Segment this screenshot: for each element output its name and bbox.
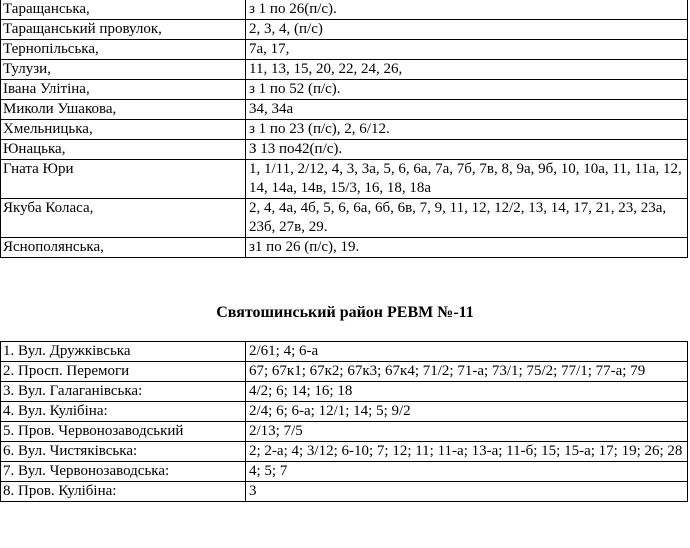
street-cell: Хмельницька, xyxy=(1,120,246,140)
address-table-2 xyxy=(0,341,688,502)
table-row xyxy=(1,140,688,160)
houses-cell: 7а, 17, xyxy=(246,40,688,60)
section-heading: Святошинський район РЕВМ №-11 xyxy=(216,304,474,321)
houses-cell: з 1 по 52 (п/с). xyxy=(246,80,688,100)
table-row xyxy=(1,442,688,462)
houses-cell: 34, 34а xyxy=(246,100,688,120)
houses-cell: з1 по 26 (п/с), 19. xyxy=(246,238,688,258)
street-cell: 1. Вул. Дружківська xyxy=(1,342,246,362)
table-row xyxy=(1,199,688,238)
houses-cell: 2/61; 4; 6-а xyxy=(246,342,688,362)
table-row xyxy=(1,422,688,442)
table-row xyxy=(1,382,688,402)
table-row xyxy=(1,40,688,60)
street-cell: 7. Вул. Червонозаводська: xyxy=(1,462,246,482)
table-row xyxy=(1,342,688,362)
street-cell: Миколи Ушакова, xyxy=(1,100,246,120)
houses-cell: 2, 4, 4а, 4б, 5, 6, 6а, 6б, 6в, 7, 9, 11, 12, 12/2, 13, 14, 17, 21, 23, 23а, 23б, 27в, 29. xyxy=(246,199,688,238)
street-cell: Тернопільська, xyxy=(1,40,246,60)
houses-cell: 2/13; 7/5 xyxy=(246,422,688,442)
street-cell: Таращанська, xyxy=(1,0,246,20)
houses-cell: з 1 по 26(п/с). xyxy=(246,0,688,20)
address-table-1 xyxy=(0,0,688,258)
houses-cell: 1, 1/11, 2/12, 4, 3, 3а, 5, 6, 6а, 7а, 7б, 7в, 8, 9а, 9б, 10, 10а, 11, 11а, 12, 14, 14а, 14в, 15/3, 16, 18, 18а xyxy=(246,160,688,199)
table-row xyxy=(1,402,688,422)
street-cell: Якуба Коласа, xyxy=(1,199,246,238)
table-row xyxy=(1,20,688,40)
street-cell: Юнацька, xyxy=(1,140,246,160)
table-row xyxy=(1,160,688,199)
houses-cell: 4; 5; 7 xyxy=(246,462,688,482)
street-cell: Яснополянська, xyxy=(1,238,246,258)
street-cell: 4. Вул. Кулібіна: xyxy=(1,402,246,422)
houses-cell: 3 xyxy=(246,482,688,502)
street-cell: Гната Юри xyxy=(1,160,246,199)
table-row xyxy=(1,0,688,20)
houses-cell: 4/2; 6; 14; 16; 18 xyxy=(246,382,688,402)
street-cell: Тулузи, xyxy=(1,60,246,80)
street-cell: 2. Просп. Перемоги xyxy=(1,362,246,382)
table-row xyxy=(1,462,688,482)
street-cell: Таращанський провулок, xyxy=(1,20,246,40)
table-row xyxy=(1,362,688,382)
table-row xyxy=(1,60,688,80)
street-cell: 3. Вул. Галаганівська: xyxy=(1,382,246,402)
address-table-1-body xyxy=(1,0,688,258)
table-row xyxy=(1,238,688,258)
address-table-2-body xyxy=(1,342,688,502)
houses-cell: з 1 по 23 (п/с), 2, 6/12. xyxy=(246,120,688,140)
table-row xyxy=(1,100,688,120)
street-cell: 8. Пров. Кулібіна: xyxy=(1,482,246,502)
houses-cell: 11, 13, 15, 20, 22, 24, 26, xyxy=(246,60,688,80)
street-cell: 5. Пров. Червонозаводський xyxy=(1,422,246,442)
houses-cell: З 13 по42(п/с). xyxy=(246,140,688,160)
street-cell: Івана Улітіна, xyxy=(1,80,246,100)
table-row xyxy=(1,120,688,140)
houses-cell: 2/4; 6; 6-а; 12/1; 14; 5; 9/2 xyxy=(246,402,688,422)
houses-cell: 67; 67к1; 67к2; 67к3; 67к4; 71/2; 71-а; 73/1; 75/2; 77/1; 77-а; 79 xyxy=(246,362,688,382)
table-row xyxy=(1,80,688,100)
houses-cell: 2, 3, 4, (п/с) xyxy=(246,20,688,40)
street-cell: 6. Вул. Чистяківська: xyxy=(1,442,246,462)
table-row xyxy=(1,482,688,502)
houses-cell: 2; 2-а; 4; 3/12; 6-10; 7; 12; 11; 11-а; 13-а; 11-б; 15; 15-а; 17; 19; 26; 28 xyxy=(246,442,688,462)
